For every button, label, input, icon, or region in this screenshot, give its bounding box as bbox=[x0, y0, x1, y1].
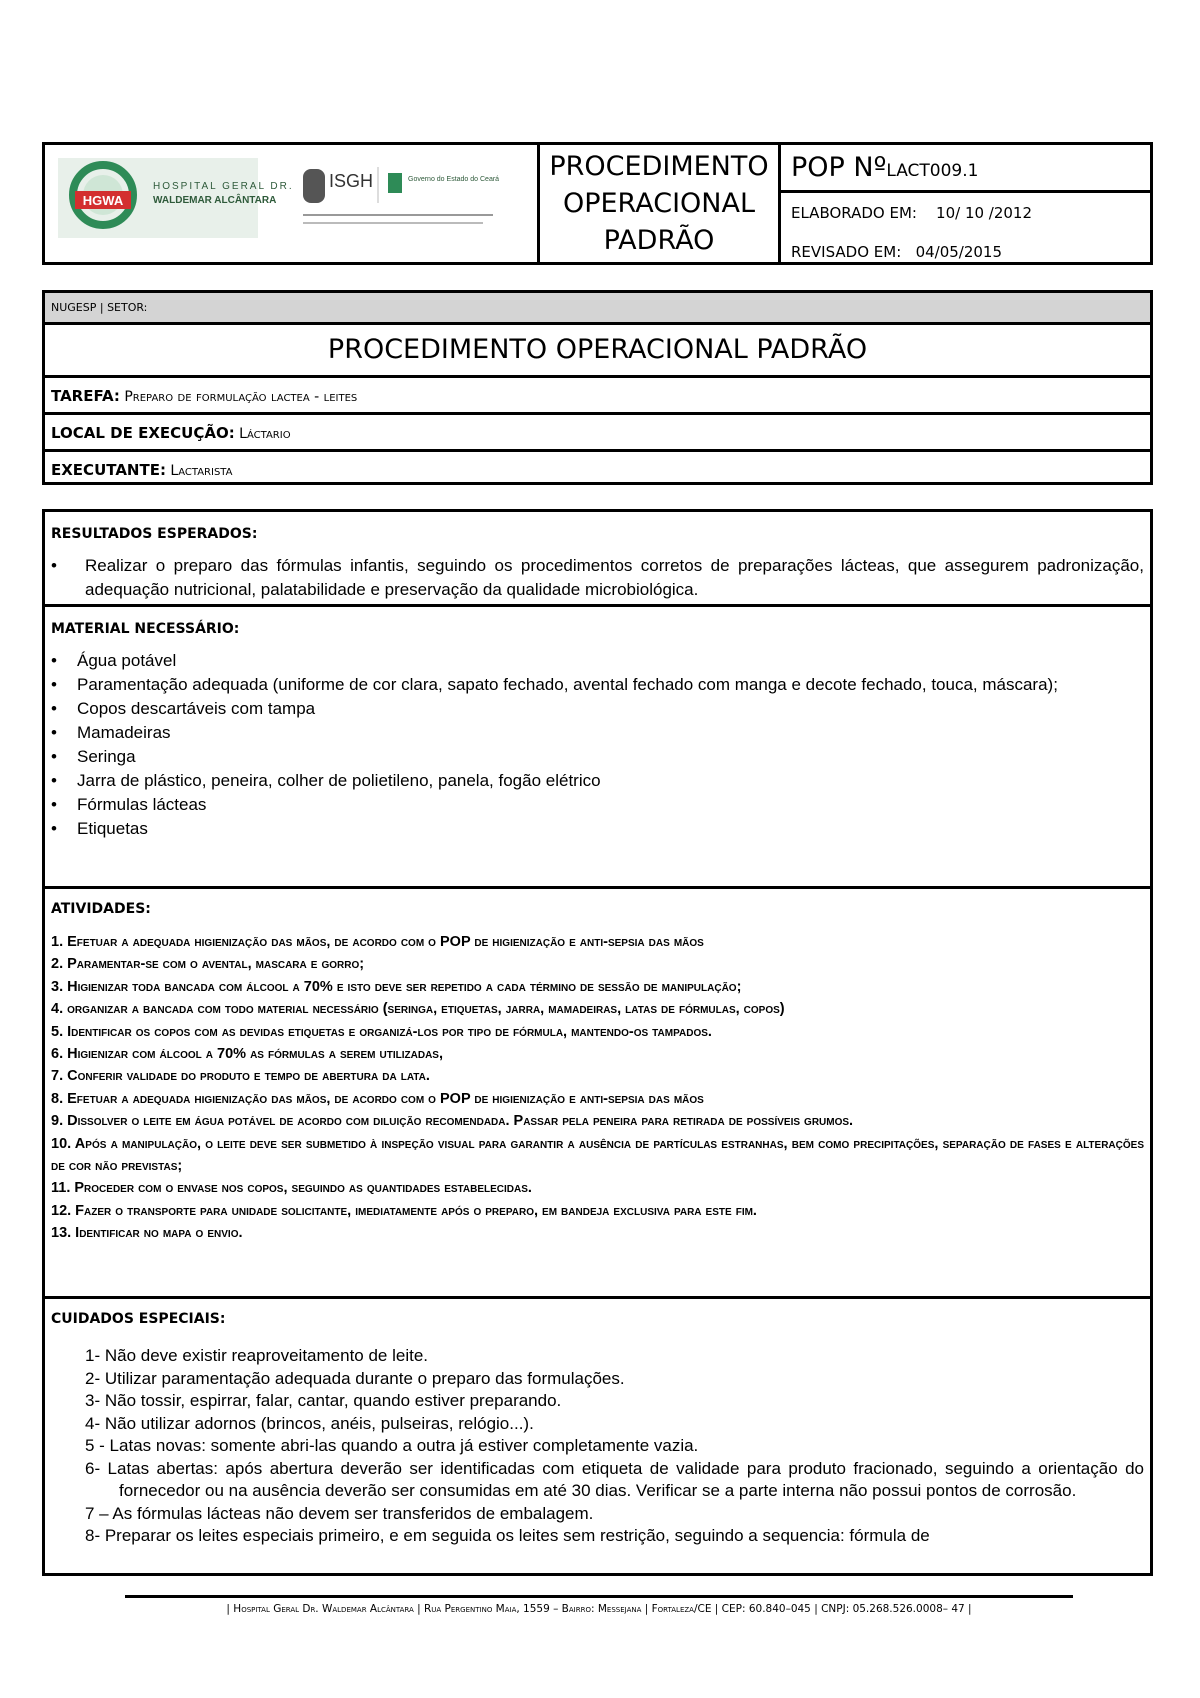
material-item-text: Mamadeiras bbox=[77, 723, 171, 742]
list-item: 13. Identificar no mapa o envio. bbox=[51, 1225, 243, 1242]
bullet-icon: • bbox=[51, 675, 57, 694]
list-item: 4- Não utilizar adornos (brincos, anéis, pulseiras, relógio...). bbox=[85, 1413, 534, 1433]
bullet-icon: • bbox=[51, 651, 57, 670]
nugesp-setor: NUGESP | SETOR: bbox=[45, 293, 1150, 325]
pop-code: LACT009.1 bbox=[886, 161, 979, 181]
list-item: 8- Preparar os leites especiais primeiro, e em seguida os leites sem restrição, seguindo a sequencia: fórmula de bbox=[85, 1526, 930, 1545]
list-item: 11. Proceder com o envase nos copos, seguindo as quantidades estabelecidas. bbox=[51, 1180, 532, 1197]
title-line-1: PROCEDIMENTO bbox=[549, 151, 769, 182]
atividades-heading: ATIVIDADES: bbox=[51, 901, 151, 917]
list-item: 7 – As fórmulas lácteas não devem ser transferidos de embalagem. bbox=[85, 1503, 594, 1523]
material-item-text: Fórmulas lácteas bbox=[77, 795, 207, 814]
atividades-block bbox=[45, 889, 1150, 1299]
revisado-label: REVISADO EM: bbox=[791, 243, 902, 261]
resultados-block bbox=[45, 512, 1150, 607]
tarefa-label: TAREFA: bbox=[51, 387, 120, 405]
list-item: 4. organizar a bancada com todo material necessário (seringa, etiquetas, jarra, mamadeiras, latas de fórmulas, copos) bbox=[51, 1001, 785, 1018]
executante-value: Lactarista bbox=[170, 463, 233, 479]
list-item: 9. Dissolver o leite em água potável de acordo com diluição recomendada. Passar pela peneira para retirada de possíveis grumos. bbox=[51, 1113, 854, 1130]
info-section bbox=[42, 290, 1153, 485]
list-item: 3. Higienizar toda bancada com álcool a 70% e isto deve ser repetido a cada término de sessão de manipulação; bbox=[51, 978, 742, 995]
list-item: 5 - Latas novas: somente abri-las quando a outra já estiver completamente vazia. bbox=[85, 1436, 699, 1455]
executante-row bbox=[45, 452, 1150, 486]
cuidados-block bbox=[45, 1299, 1150, 1548]
list-item: 6- Latas abertas: após abertura deverão ser identificadas com etiqueta de validade para produto fracionado, seguindo a orientação do fornecedor ou na ausência deverão ser consumidas em até 30 dias. Verificar se a parte interna não possui pontos de corrosão. bbox=[85, 1458, 1144, 1500]
pop-label: POP Nº bbox=[791, 152, 887, 183]
material-heading: MATERIAL NECESSÁRIO: bbox=[51, 621, 240, 637]
main-body bbox=[42, 509, 1153, 1576]
list-item bbox=[45, 793, 1144, 817]
list-item: 2. Paramentar-se com o avental, mascara e gorro; bbox=[51, 956, 365, 973]
local-label: LOCAL DE EXECUÇÃO: bbox=[51, 424, 235, 442]
bullet-icon: • bbox=[51, 723, 57, 742]
resultados-text: Realizar o preparo das fórmulas infantis, seguindo os procedimentos corretos de preparações lácteas, que assegurem padronização, adequação nutricional, palatabilidade e preservação da qualidade microbiológica. bbox=[85, 556, 1144, 599]
material-item-text: Copos descartáveis com tampa bbox=[77, 699, 316, 718]
elaborado-label: ELABORADO EM: bbox=[791, 204, 917, 222]
hospital-logo bbox=[53, 153, 533, 253]
list-item: 2- Utilizar paramentação adequada durante o preparo das formulações. bbox=[85, 1368, 625, 1388]
list-item: 1. Efetuar a adequada higienização das mãos, de acordo com o POP de higienização e anti-sepsia das mãos bbox=[51, 934, 704, 950]
list-item bbox=[45, 745, 1144, 769]
hospital-name-line2: WALDEMAR ALCÂNTARA bbox=[153, 195, 277, 206]
isgh-logo-text: ISGH bbox=[329, 171, 374, 191]
resultados-item bbox=[45, 554, 1150, 602]
list-item: 3- Não tossir, espirrar, falar, cantar, quando estiver preparando. bbox=[85, 1391, 562, 1410]
executante-label: EXECUTANTE: bbox=[51, 461, 166, 479]
atividades-list bbox=[45, 931, 1150, 1245]
material-list bbox=[45, 649, 1150, 841]
material-item-text: Jarra de plástico, peneira, colher de polietileno, panela, fogão elétrico bbox=[77, 771, 601, 790]
material-item-text: Seringa bbox=[77, 747, 136, 766]
title-line-3: PADRÃO bbox=[603, 225, 715, 256]
bullet-icon: • bbox=[51, 771, 57, 790]
tarefa-row bbox=[45, 378, 1150, 415]
revisado-value: 04/05/2015 bbox=[915, 243, 1003, 261]
title-line-2: OPERACIONAL bbox=[562, 188, 756, 219]
list-item bbox=[45, 697, 1144, 721]
header-title bbox=[540, 145, 781, 262]
list-item: 10. Após a manipulação, o leite deve ser submetido à inspeção visual para garantir a ausência de partículas estranhas, bem como precipitações, separação de fases e alterações de cor não previstas; bbox=[51, 1135, 1144, 1175]
gov-logo-text: Governo do Estado do Ceará bbox=[408, 176, 500, 183]
page-footer bbox=[125, 1595, 1073, 1615]
hospital-logo-mark: HGWA bbox=[82, 193, 124, 208]
list-item bbox=[45, 673, 1144, 697]
material-item-text: Água potável bbox=[77, 651, 177, 670]
pop-number bbox=[781, 145, 1150, 193]
list-item: 8. Efetuar a adequada higienização das mãos, de acordo com o POP de higienização e anti-sepsia das mãos bbox=[51, 1090, 704, 1107]
elaborado-value: 10/ 10 /2012 bbox=[936, 204, 1033, 222]
pop-info bbox=[781, 145, 1150, 262]
bullet-icon: • bbox=[51, 795, 57, 814]
list-item bbox=[45, 817, 1144, 841]
list-item: 1- Não deve existir reaproveitamento de leite. bbox=[85, 1346, 429, 1365]
list-item: 5. Identificar os copos com as devidas etiquetas e organizá-los por tipo de fórmula, mantendo-os tampados. bbox=[51, 1023, 712, 1040]
bullet-icon: • bbox=[51, 556, 57, 575]
hospital-name-line1: HOSPITAL GERAL DR. bbox=[153, 181, 294, 192]
resultados-heading: RESULTADOS ESPERADOS: bbox=[51, 526, 258, 542]
footer-text: | Hospital Geral Dr. Waldemar Alcântara | Rua Pergentino Maia, 1559 – Bairro: Messejana | Fortaleza/CE | CEP: 60.840–045 | CNPJ: 05.268.526.0008– 47 | bbox=[226, 1603, 972, 1615]
bullet-icon: • bbox=[51, 699, 57, 718]
local-value: Láctario bbox=[239, 426, 291, 442]
material-block bbox=[45, 607, 1150, 889]
logos-cell bbox=[45, 145, 540, 262]
material-item-text: Paramentação adequada (uniforme de cor clara, sapato fechado, avental fechado com manga e decote fechado, touca, máscara); bbox=[77, 675, 1058, 694]
bullet-icon: • bbox=[51, 747, 57, 766]
elaborado-row bbox=[781, 193, 1150, 230]
tarefa-value: Preparo de formulação lactea - leites bbox=[124, 389, 358, 405]
list-item: 12. Fazer o transporte para unidade solicitante, imediatamente após o preparo, em bandeja exclusiva para este fim. bbox=[51, 1202, 757, 1219]
bullet-icon: • bbox=[51, 819, 57, 838]
list-item: 6. Higienizar com álcool a 70% as fórmulas a serem utilizadas, bbox=[51, 1046, 443, 1063]
section-big-title: PROCEDIMENTO OPERACIONAL PADRÃO bbox=[45, 325, 1150, 378]
cuidados-list bbox=[45, 1345, 1150, 1548]
material-item-text: Etiquetas bbox=[77, 819, 148, 838]
local-row bbox=[45, 415, 1150, 452]
list-item bbox=[45, 721, 1144, 745]
list-item bbox=[45, 769, 1144, 793]
list-item bbox=[45, 649, 1144, 673]
cuidados-heading: CUIDADOS ESPECIAIS: bbox=[51, 1311, 226, 1327]
revisado-row bbox=[781, 230, 1150, 265]
document-header bbox=[42, 142, 1153, 265]
list-item: 7. Conferir validade do produto e tempo de abertura da lata. bbox=[51, 1068, 430, 1085]
